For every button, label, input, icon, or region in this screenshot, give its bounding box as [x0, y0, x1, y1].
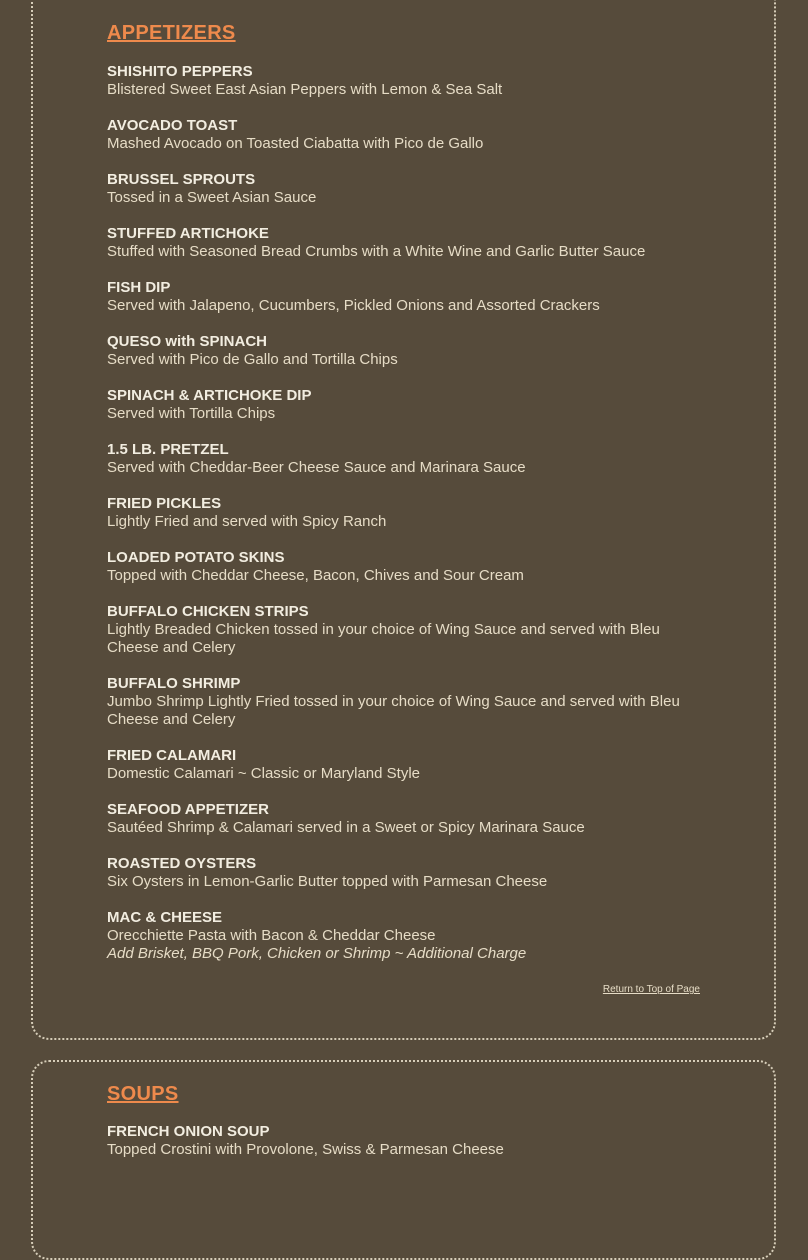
item-description: Served with Tortilla Chips	[107, 405, 276, 422]
menu-item	[107, 603, 707, 657]
item-name: SPINACH & ARTICHOKE DIP	[107, 387, 312, 404]
item-name: SEAFOOD APPETIZER	[107, 801, 269, 818]
item-description: Domestic Calamari ~ Classic or Maryland Style	[107, 765, 421, 782]
item-name: QUESO with SPINACH	[107, 333, 268, 350]
item-description: Tossed in a Sweet Asian Sauce	[107, 189, 317, 206]
item-name: AVOCADO TOAST	[107, 117, 238, 134]
item-name: FISH DIP	[107, 279, 171, 296]
item-description: Topped Crostini with Provolone, Swiss & Parmesan Cheese	[107, 1141, 504, 1158]
item-description: Served with Pico de Gallo and Tortilla Chips	[107, 351, 398, 368]
menu-item	[107, 171, 707, 207]
appetizers-list	[107, 63, 707, 981]
item-description: Lightly Breaded Chicken tossed in your choice of Wing Sauce and served with Bleu Cheese and Celery	[107, 621, 660, 656]
menu-item	[107, 1123, 707, 1159]
item-description: Served with Cheddar-Beer Cheese Sauce and Marinara Sauce	[107, 459, 526, 476]
item-name: STUFFED ARTICHOKE	[107, 225, 269, 242]
menu-item	[107, 387, 707, 423]
item-name: BUFFALO SHRIMP	[107, 675, 241, 692]
menu-item	[107, 495, 707, 531]
soups-panel	[31, 1060, 776, 1260]
item-description: Stuffed with Seasoned Bread Crumbs with a White Wine and Garlic Butter Sauce	[107, 243, 646, 260]
item-name: SHISHITO PEPPERS	[107, 63, 253, 80]
menu-item	[107, 441, 707, 477]
menu-item	[107, 549, 707, 585]
item-name: BUFFALO CHICKEN STRIPS	[107, 603, 309, 620]
menu-item	[107, 63, 707, 99]
item-name: FRIED PICKLES	[107, 495, 222, 512]
item-name: FRENCH ONION SOUP	[107, 1123, 270, 1140]
menu-item	[107, 909, 707, 963]
item-description: Blistered Sweet East Asian Peppers with Lemon & Sea Salt	[107, 81, 503, 98]
return-to-top-link[interactable]: Return to Top of Page	[602, 984, 700, 995]
appetizers-title: APPETIZERS	[107, 22, 236, 44]
menu-item	[107, 855, 707, 891]
menu-item	[107, 279, 707, 315]
item-description: Lightly Fried and served with Spicy Ranch	[107, 513, 387, 530]
menu-item	[107, 747, 707, 783]
item-description: Orecchiette Pasta with Bacon & Cheddar Cheese	[107, 927, 436, 944]
item-description: Six Oysters in Lemon-Garlic Butter topped with Parmesan Cheese	[107, 873, 548, 890]
menu-item	[107, 225, 707, 261]
item-name: ROASTED OYSTERS	[107, 855, 257, 872]
item-description: Mashed Avocado on Toasted Ciabatta with Pico de Gallo	[107, 135, 484, 152]
menu-item	[107, 801, 707, 837]
menu-item	[107, 675, 707, 729]
item-description: Served with Jalapeno, Cucumbers, Pickled Onions and Assorted Crackers	[107, 297, 600, 314]
item-description: Jumbo Shrimp Lightly Fried tossed in your choice of Wing Sauce and served with Bleu Cheese and Celery	[107, 693, 680, 728]
item-name: FRIED CALAMARI	[107, 747, 237, 764]
item-description: Topped with Cheddar Cheese, Bacon, Chives and Sour Cream	[107, 567, 524, 584]
item-name: MAC & CHEESE	[107, 909, 223, 926]
item-name: 1.5 LB. PRETZEL	[107, 441, 229, 458]
item-description: Sautéed Shrimp & Calamari served in a Sweet or Spicy Marinara Sauce	[107, 819, 585, 836]
soups-title: SOUPS	[107, 1083, 179, 1105]
menu-item	[107, 333, 707, 369]
menu-item	[107, 117, 707, 153]
soups-list	[107, 1123, 707, 1177]
item-note: Add Brisket, BBQ Pork, Chicken or Shrimp ~ Additional Charge	[107, 945, 527, 962]
item-name: BRUSSEL SPROUTS	[107, 171, 256, 188]
appetizers-panel	[31, 0, 776, 1040]
item-name: LOADED POTATO SKINS	[107, 549, 285, 566]
